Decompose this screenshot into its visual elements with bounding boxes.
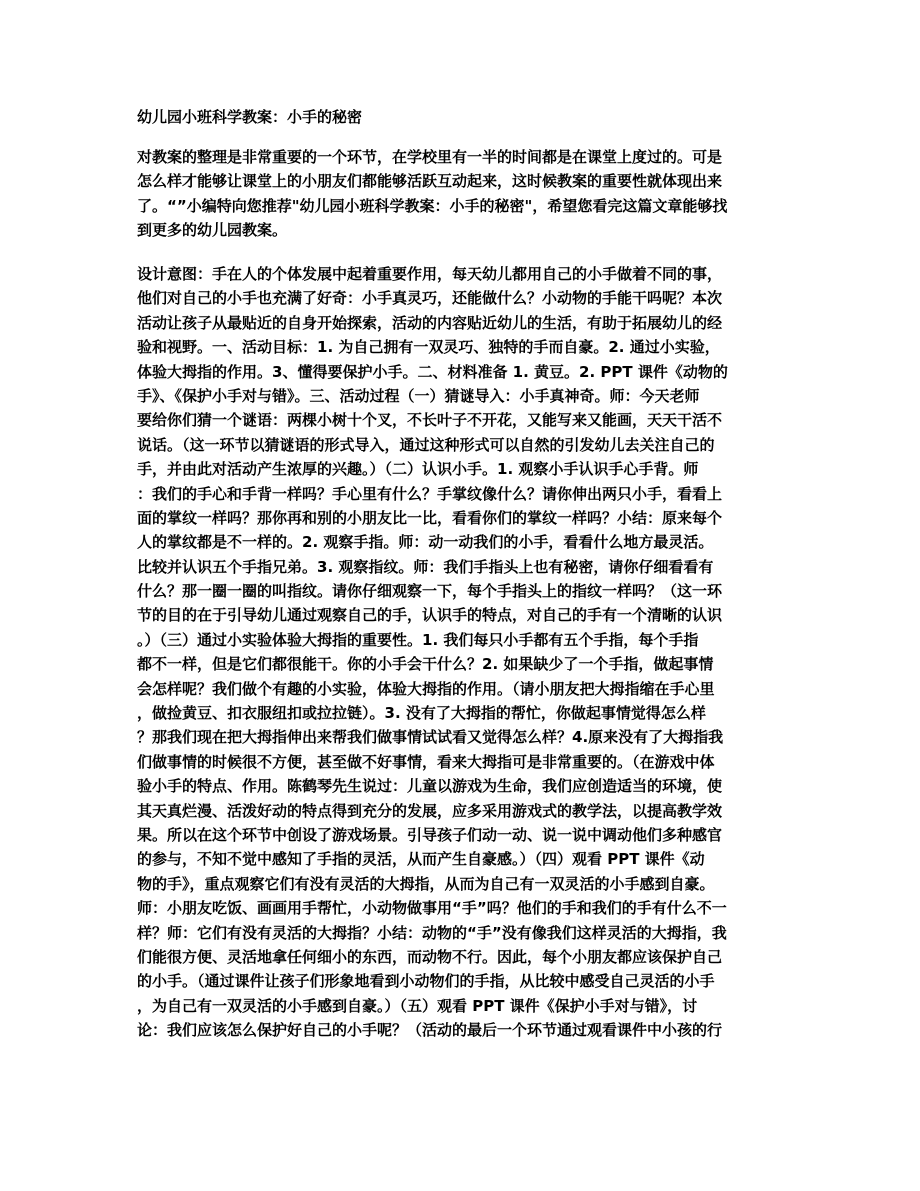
body-paragraph [137,262,787,1043]
text-line: 设计意图：手在人的个体发展中起着重要作用，每天幼儿都用自己的小手做着不同的事， [137,265,723,283]
text-line: ：我们的手心和手背一样吗？手心里有什么？手掌纹像什么？请你伸出两只小手，看看上 [137,484,723,503]
text-line: 体验大拇指的作用。3、懂得要保护小手。二、材料准备 1. 黄豆。2. PPT 课件《动物的 [137,362,728,381]
text-line: 物的手》，重点观察它们有没有灵活的大拇指，从而为自己有一双灵活的小手感到自豪。 [137,874,715,893]
text-line: 比较并认识五个手指兄弟。3. 观察指纹。师：我们手指头上也有秘密，请你仔细看看有 [137,557,714,576]
text-line: 面的掌纹一样吗？那你再和别的小朋友比一比，看看你们的掌纹一样吗？小结：原来每个 [137,508,723,527]
text-line: 手，并由此对活动产生浓厚的兴趣。）（二）认识小手。1. 观察小手认识手心手背。师 [137,460,699,479]
text-line: 手》、《保护小手对与错》。三、活动过程（一）猜谜导入：小手真神奇。师：今天老师 [137,386,700,405]
text-line: 都不一样，但是它们都很能干。你的小手会干什么？2. 如果缺少了一个手指，做起事情 [137,655,714,674]
text-line: 样？师：它们有没有灵活的大拇指？小结：动物的“手”没有像我们这样灵活的大拇指，我 [137,923,727,942]
text-line: 们做事情的时候很不方便，甚至做不好事情，看来大拇指可是非常重要的。（在游戏中体 [137,752,715,771]
text-line: 了。“”小编特向您推荐"幼儿园小班科学教案：小手的秘密"，希望您看完这篇文章能够找 [137,196,728,215]
text-line: 他们对自己的小手也充满了好奇：小手真灵巧，还能做什么？小动物的手能干吗呢？本次 [137,289,723,308]
text-line: 的参与，不知不觉中感知了手指的灵活，从而产生自豪感。）（四）观看 PPT 课件《动 [137,850,705,869]
text-line: 要给你们猜一个谜语：两棵小树十个叉，不长叶子不开花，又能写来又能画，天天干活不 [137,411,723,430]
text-line: 怎么样才能够让课堂上的小朋友们都能够活跃互动起来，这时候教案的重要性就体现出来 [137,172,723,191]
text-line: 会怎样呢？我们做个有趣的小实验，体验大拇指的作用。（请小朋友把大拇指缩在手心里 [137,679,715,698]
text-line: 。）（三）通过小实验体验大拇指的重要性。1. 我们每只小手都有五个手指，每个手指 [137,630,699,649]
document-title: 幼儿园小班科学教案：小手的秘密 [137,108,363,126]
text-line: 说话。（这一环节以猜谜语的形式导入，通过这种形式可以自然的引发幼儿去关注自己的 [137,435,715,454]
text-line: ，做捡黄豆、扣衣服纽扣或拉拉链）。3. 没有了大拇指的帮忙，你做起事情觉得怎么样 [137,704,706,723]
text-line: 验小手的特点、作用。陈鹤琴先生说过：儿童以游戏为生命，我们应创造适当的环境，使 [137,777,723,796]
text-line: 们能很方便、灵活地拿任何细小的东西，而动物不行。因此，每个小朋友都应该保护自己 [137,947,723,966]
text-line: ，为自己有一双灵活的小手感到自豪。）（五）观看 PPT 课件《保护小手对与错》，讨 [137,996,698,1015]
text-line: 其天真烂漫、活泼好动的特点得到充分的发展，应多采用游戏式的教学法，以提高教学效 [137,801,723,820]
text-line: 对教案的整理是非常重要的一个环节，在学校里有一半的时间都是在课堂上度过的。可是 [137,148,723,166]
text-line: 节的目的在于引导幼儿通过观察自己的手，认识手的特点，对自己的手有一个清晰的认识 [137,606,723,625]
intro-paragraph [137,145,787,243]
text-line: 人的掌纹都是不一样的。2. 观察手指。师：动一动我们的小手，看看什么地方最灵活。 [137,533,714,552]
text-line: ？那我们现在把大拇指伸出来帮我们做事情试试看又觉得怎么样？4.原来没有了大拇指我 [137,728,724,747]
text-line: 活动让孩子从最贴近的自身开始探索，活动的内容贴近幼儿的生活，有助于拓展幼儿的经 [137,313,723,332]
text-line: 果。所以在这个环节中创设了游戏场景。引导孩子们动一动、说一说中调动他们多种感官 [137,825,723,844]
text-line: 师：小朋友吃饭、画画用手帮忙，小动物做事用“手”吗？他们的手和我们的手有什么不一 [137,899,727,918]
text-line: 论：我们应该怎么保护好自己的小手呢？（活动的最后一个环节通过观看课件中小孩的行 [137,1021,723,1040]
text-line: 到更多的幼儿园教案。 [137,221,288,240]
text-line: 的小手。（通过课件让孩子们形象地看到小动物们的手指，从比较中感受自己灵活的小手 [137,972,715,991]
text-line: 验和视野。一、活动目标：1. 为自己拥有一双灵巧、独特的手而自豪。2. 通过小实验， [137,338,720,357]
text-line: 什么？那一圈一圈的叫指纹。请你仔细观察一下，每个手指头上的指纹一样吗？（这一环 [137,582,723,601]
